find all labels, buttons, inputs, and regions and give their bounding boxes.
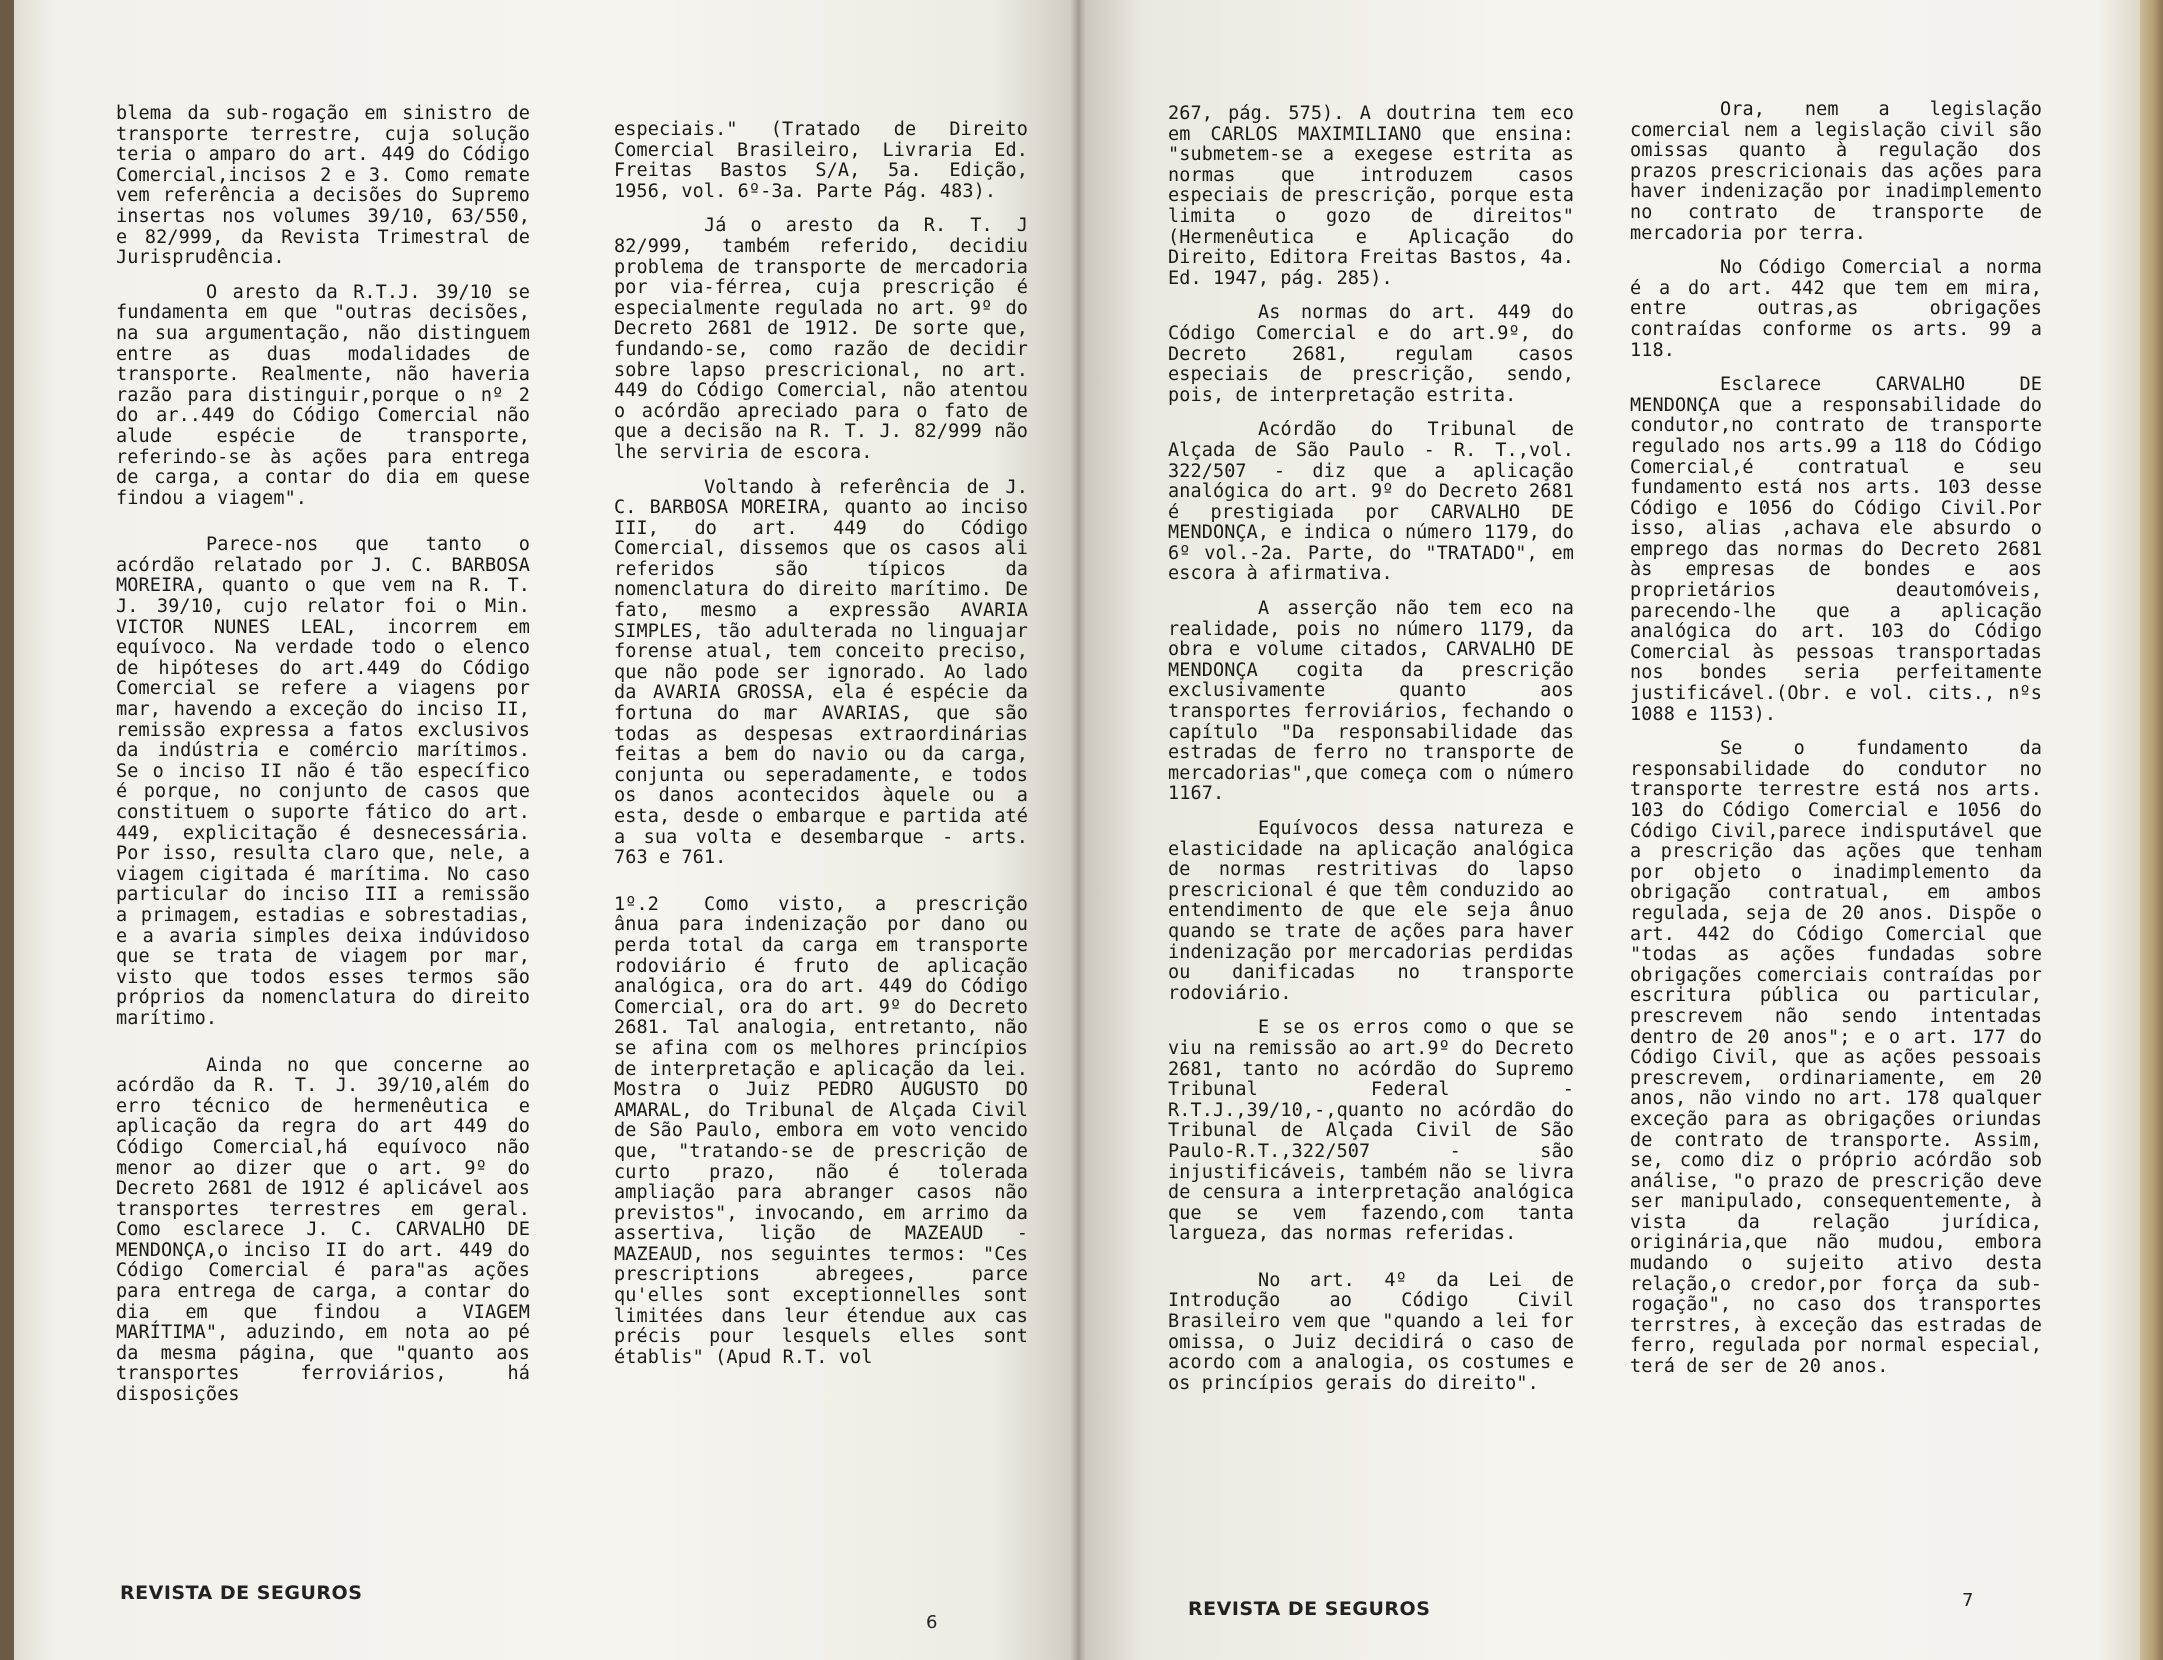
paragraph-text: Se o fundamento da responsabilidade do condutor no transporte terrestre está nos arts. 103 do Código Comercial e 1056 do Código Civil,parece indisputável que a prescrição das ações que tenham por objeto o inadimplemento da obrigação contratual, em ambos regulada, seja de 20 anos. Dispõe o art. 442 do Código Comercial que "todas as ações fundadas sobre obrigações comerciais contraídas por escritura pública ou particular, prescrevem não sendo intentadas dentro de 20 anos"; e o art. 177 do Código Civil, que as ações pessoais prescrevem, ordinariamente, em 20 anos, não vindo no art. 178 qualquer exceção para as obrigações oriundas de contrato de transporte. Assim, se, como diz o próprio acórdão sob análise, "o prazo de prescrição deve ser manipulado, consequentemente, à vista da relação jurídica, originária,que não mudou, embora mudando o sujeito ativo desta relação,o credor,por força da sub-rogação", no caso dos transportes terrstres, à exceção das estradas de ferro, regulada por normal especial, terá de ser de 20 anos.	[1630, 738, 2042, 1378]
paragraph-text: Ora, nem a legislação comercial nem a legislação civil são omissas quanto à regulação dos prazos prescricionais das ações para haver indenização por inadimplemento no contrato de transporte de mercadoria por terra.	[1630, 99, 2042, 244]
paragraph-text: Equívocos dessa natureza e elasticidade na aplicação analógica de normas restritivas do lapso prescricional é que têm conduzido ao entendimento de que ele seja ânuo quando se trate de ações para haver indenização por mercadorias perdidas ou danificadas no transporte rodoviário.	[1168, 818, 1574, 1004]
paragraph-text: Como visto, a prescrição ânua para indenização por dano ou perda total da carga em transporte rodoviário é fruto de aplicação analógica, ora do art. 449 do Código Comercial, ora do art. 9º do Decreto 2681. Tal analogia, entretanto, não se afina com os melhores princípios de interpretação e aplicação da lei. Mostra o Juiz PEDRO AUGUSTO DO AMARAL, do Tribunal de Alçada Civil de São Paulo, embora em voto vencido que, "tratando-se de prescrição de curto prazo, não é tolerada ampliação para abranger casos não previstos", invocando, em arrimo da assertiva, lição de MAZEAUD - MAZEAUD, nos seguintes termos: "Ces prescriptions abregees, parce qu'elles sont exceptionnelles sont limitées dans leur étendue aux cas précis pour lesquels elles sont établis" (Apud R.T. vol	[614, 893, 1028, 1368]
paragraph-text: Acórdão do Tribunal de Alçada de São Paulo - R. T.,vol. 322/507 - diz que a aplicação analógica do art. 9º do Decreto 2681 é prestigiada por CARVALHO DE MENDONÇA, e indica o número 1179, do 6º vol.-2a. Parte, do "TRATADO", em escora à afirmativa.	[1168, 419, 1574, 585]
left-footer-title: REVISTA DE SEGUROS	[120, 1582, 363, 1604]
paragraph	[116, 1056, 530, 1406]
left-page-column-1	[116, 104, 530, 1420]
paragraph-text: Parece-nos que tanto o acórdão relatado por J. C. BARBOSA MOREIRA, quanto o que vem na R. T. J. 39/10, cujo relator foi o Min. VICTOR NUNES LEAL, incorrem em equívoco. Na verdade todo o elenco de hipóteses do art.449 do Código Comercial se refere a viagens por mar, havendo a exceção do inciso II, remissão expressa a fatos exclusivos da indústria e comércio marítimos. Se o inciso II não é tão específico é porque, no conjunto de casos que constituem o suporte fático do art. 449, explicitação é desnecessária. Por isso, resulta claro que, nele, a viagem cigitada é marítima. No caso particular do inciso III a remissão a primagem, estadias e sobrestadias, e a avaria simples deixa indúvidoso que se trata de viagem por mar, visto que todos esses termos são próprios da nomenclatura do direito marítimo.	[116, 534, 530, 1029]
right-page	[1078, 0, 2140, 1660]
paragraph	[1168, 104, 1574, 289]
paragraph-text: especiais." (Tratado de Direito Comercial Brasileiro, Livraria Ed. Freitas Bastos S/A, 5a. Edição, 1956, vol. 6º-3a. Parte Pág. 483).	[614, 119, 1028, 202]
paragraph	[116, 104, 530, 269]
left-page	[14, 0, 1078, 1660]
paragraph	[116, 283, 530, 510]
paragraph-text: Já o aresto da R. T. J 82/999, também referido, decidiu problema de transporte de mercadoria por via-férrea, cuja prescrição é especialmente regulada no art. 9º do Decreto 2681 de 1912. De sorte que, fundando-se, como razão de decidir sobre lapso prescricional, no art. 449 do Código Comercial, não atentou o acórdão apreciado para o fato de que a decisão na R. T. J. 82/999 não lhe serviria de escora.	[614, 215, 1028, 463]
right-footer-title: REVISTA DE SEGUROS	[1188, 1598, 1431, 1620]
paragraph-text: Esclarece CARVALHO DE MENDONÇA que a responsabilidade do condutor,no contrato de transporte regulado nos arts.99 a 118 do Código Comercial,é contratual e seu fundamento está nos arts. 103 desse Código e 1056 do Código Civil.Por isso, alias ,achava ele absurdo o emprego das normas do Decreto 2681 às empresas de bondes e aos proprietários deautomóveis, parecendo-lhe que a aplicação analógica do art. 103 do Código Comercial às pessoas transportadas nos bondes seria perfeitamente justificável.(Obr. e vol. cits., nºs 1088 e 1153).	[1630, 374, 2042, 725]
paragraph	[1630, 375, 2042, 725]
paragraph-text: O aresto da R.T.J. 39/10 se fundamenta em que "outras decisões, na sua argumentação, não distinguem entre as duas modalidades de transporte. Realmente, não haveria razão para distinguir,porque o nº 2 do ar..449 do Código Comercial não alude espécie de transporte, referindo-se às ações para entrega de carga, a contar do dia em quese findou a viagem".	[116, 281, 530, 509]
page-edge	[2140, 0, 2163, 1660]
paragraph	[1168, 819, 1574, 1004]
left-page-number: 6	[926, 1612, 938, 1633]
paragraph-text: A asserção não tem eco na realidade, pois no número 1179, da obra e volume citados, CARVALHO DE MENDONÇA cogita da prescrição exclusivamente quanto aos transportes ferroviários, fechando o capítulo "Da responsabilidade das estradas de ferro no transporte de mercadorias",que começa com o número 1167.	[1168, 598, 1574, 805]
paragraph-text: No art. 4º da Lei de Introdução ao Código Civil Brasileiro vem que "quando a lei for omissa, o Juiz decidirá o caso de acordo com a analogia, os costumes e os princípios gerais do direito".	[1168, 1269, 1574, 1394]
paragraph	[116, 535, 530, 1029]
paragraph-text: 267, pág. 575). A doutrina tem eco em CARLOS MAXIMILIANO que ensina: "submetem-se a exegese estrita as normas que introduzem casos especiais de prescrição, porque esta limita o gozo de direitos" (Hermenêutica e Aplicação do Direito, Editora Freitas Bastos, 4a. Ed. 1947, pág. 285).	[1168, 103, 1574, 289]
paragraph	[1630, 739, 2042, 1377]
paragraph	[1168, 420, 1574, 585]
paragraph	[1630, 100, 2042, 244]
paragraph	[1168, 599, 1574, 805]
paragraph	[614, 895, 1028, 1369]
section-number: 1º.2	[614, 893, 659, 915]
paragraph	[614, 120, 1028, 202]
paragraph-text: As normas do art. 449 do Código Comercial e do art.9º, do Decreto 2681, regulam casos especiais de prescrição, sendo, pois, de interpretação estrita.	[1168, 302, 1574, 406]
paragraph-text: E se os erros como o que se viu na remissão ao art.9º do Decreto 2681, tanto no acórdão do Supremo Tribunal Federal -R.T.J.,39/10,-,quanto no acórdão do Tribunal de Alçada Civil de São Paulo-R.T.,322/507 - são injustificáveis, também não se livra de censura a interpretação analógica que se vem fazendo,com tanta largueza, das normas referidas.	[1168, 1017, 1574, 1245]
paragraph-text: Voltando à referência de J. C. BARBOSA MOREIRA, quanto ao inciso III, do art. 449 do Código Comercial, dissemos que os casos ali referidos são típicos da nomenclatura do direito marítimo. De fato, mesmo a expressão AVARIA SIMPLES, tão adulterada no linguajar forense atual, tem conceito preciso, que não pode ser ignorado. Ao lado da AVARIA GROSSA, ela é espécie da fortuna do mar AVARIAS, que são todas as despesas extraordinárias feitas a bem do navio ou da carga, conjunta ou seperadamente, e todos os danos acontecidos àquele ou a esta, desde o embarque e partida até a sua volta e desembarque - arts. 763 e 761.	[614, 476, 1028, 869]
paragraph-text: blema da sub-rogação em sinistro de transporte terrestre, cuja solução teria o amparo do art. 449 do Código Comercial,incisos 2 e 3. Como remate vem referência a decisões do Supremo insertas nos volumes 39/10, 63/550, e 82/999, da Revista Trimestral de Jurisprudência.	[116, 103, 530, 269]
paragraph	[1168, 303, 1574, 406]
book-gutter	[1070, 0, 1086, 1660]
right-page-number: 7	[1962, 1590, 1974, 1611]
paragraph	[1168, 1271, 1574, 1395]
right-page-column-2	[1630, 100, 2042, 1392]
paragraph	[1168, 1018, 1574, 1245]
left-page-column-2	[614, 120, 1028, 1382]
paragraph-text: Ainda no que concerne ao acórdão da R. T. J. 39/10,além do erro técnico de hermenêutica e aplicação da regra do art 449 do Código Comercial,há equívoco não menor ao dizer que o art. 9º do Decreto 2681 de 1912 é aplicável aos transportes terrestres em geral. Como esclarece J. C. CARVALHO DE MENDONÇA,o inciso II do art. 449 do Código Comercial é para"as ações para entrega de carga, a contar do dia em que findou a VIAGEM MARÍTIMA", aduzindo, em nota ao pé da mesma página, que "quanto aos transportes ferroviários, há disposições	[116, 1054, 530, 1406]
paragraph	[614, 216, 1028, 463]
right-page-column-1	[1168, 104, 1574, 1408]
paragraph-text: No Código Comercial a norma é a do art. 442 que tem em mira, entre outras,as obrigações contraídas conforme os arts. 99 a 118.	[1630, 257, 2042, 361]
paragraph	[614, 478, 1028, 869]
paragraph	[1630, 258, 2042, 361]
